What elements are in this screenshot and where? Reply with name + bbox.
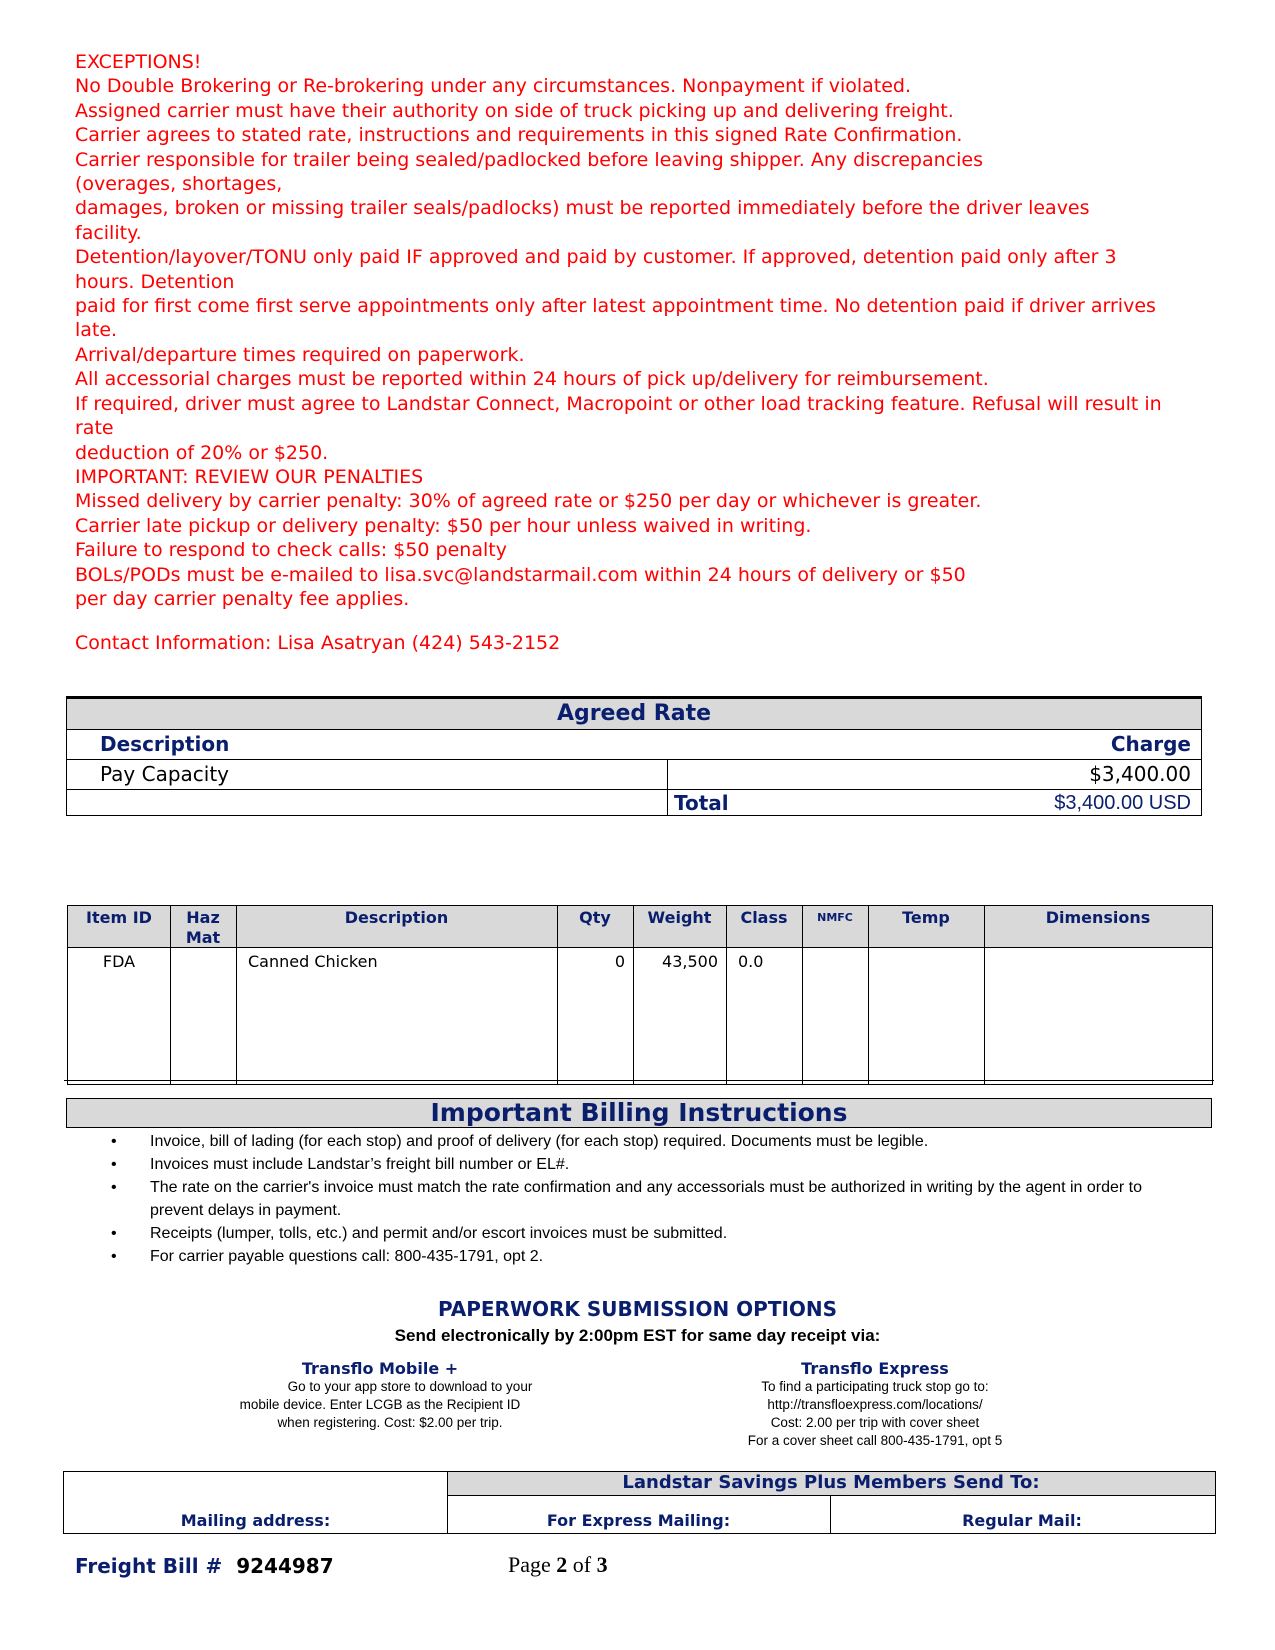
dimensions-header: Dimensions bbox=[984, 906, 1212, 948]
exceptions-line: paid for first come first serve appointments only after latest appointment time. No detention paid if driver arrives late. bbox=[75, 295, 1156, 342]
rate-charge: $3,400.00 bbox=[1089, 762, 1191, 786]
transflo-express-title: Transflo Express bbox=[801, 1359, 949, 1378]
exceptions-line: damages, broken or missing trailer seals/padlocks) must be reported immediately before the driver leaves facility. bbox=[75, 197, 1090, 244]
haz-mat-header-line1: Haz bbox=[186, 908, 220, 927]
column-divider bbox=[726, 906, 727, 1084]
item-id-cell: FDA bbox=[102, 952, 136, 971]
exceptions-block bbox=[75, 50, 1205, 611]
savings-plus-table bbox=[63, 1471, 1216, 1534]
exceptions-line: If required, driver must agree to Landstar Connect, Macropoint or other load tracking feature. Refusal will result in rate bbox=[75, 392, 1162, 440]
regular-mail-label: Regular Mail: bbox=[962, 1511, 1082, 1530]
exceptions-line: IMPORTANT: REVIEW OUR PENALTIES bbox=[75, 465, 424, 488]
rate-description: Pay Capacity bbox=[100, 762, 230, 786]
column-divider bbox=[633, 906, 634, 1084]
qty-header: Qty bbox=[557, 906, 633, 948]
total-value: $3,400.00 USD bbox=[1054, 792, 1191, 814]
qty-cell: 0 bbox=[614, 952, 625, 971]
agreed-rate-column-headers bbox=[67, 729, 1201, 760]
transflo-mobile-option bbox=[180, 1360, 580, 1432]
page-total: 3 bbox=[596, 1552, 608, 1577]
class-cell: 0.0 bbox=[738, 952, 764, 971]
haz-mat-header bbox=[170, 906, 236, 948]
billing-instructions-title: Important Billing Instructions bbox=[66, 1098, 1212, 1128]
paperwork-title: PAPERWORK SUBMISSION OPTIONS bbox=[437, 1297, 838, 1321]
total-label: Total bbox=[674, 791, 729, 815]
class-header: Class bbox=[726, 906, 802, 948]
exceptions-line: BOLs/PODs must be e-mailed to lisa.svc@landstarmail.com within 24 hours of delivery or $50 bbox=[75, 563, 966, 586]
item-id-header: Item ID bbox=[68, 906, 170, 948]
freight-bill-label: Freight Bill # bbox=[75, 1554, 223, 1578]
agreed-rate-table bbox=[66, 696, 1202, 816]
express-mailing-label: For Express Mailing: bbox=[546, 1511, 731, 1530]
exceptions-line: Detention/layover/TONU only paid IF approved and paid by customer. If approved, detention paid only after 3 hours. Detention bbox=[75, 246, 1117, 293]
exceptions-line: deduction of 20% or $250. bbox=[75, 441, 329, 464]
column-divider bbox=[667, 759, 668, 815]
items-table bbox=[67, 905, 1213, 1085]
weight-cell: 43,500 bbox=[662, 952, 718, 971]
nmfc-header: NMFC bbox=[802, 906, 868, 948]
freight-bill-value: 9244987 bbox=[236, 1554, 334, 1578]
transflo-mobile-title: Transflo Mobile + bbox=[301, 1359, 459, 1378]
temp-header: Temp bbox=[868, 906, 984, 948]
total-row bbox=[67, 789, 1201, 817]
description-header: Description bbox=[236, 906, 557, 948]
column-divider bbox=[868, 906, 869, 1084]
column-divider bbox=[802, 906, 803, 1084]
of-word: of bbox=[572, 1552, 592, 1577]
column-divider bbox=[557, 906, 558, 1084]
transflo-express-line: http://transfloexpress.com/locations/ bbox=[767, 1397, 983, 1412]
transflo-mobile-line: Go to your app store to download to your bbox=[287, 1379, 533, 1394]
transflo-mobile-line: mobile device. Enter LCGB as the Recipient ID bbox=[239, 1397, 521, 1412]
exceptions-line: EXCEPTIONS! bbox=[75, 51, 202, 73]
table-bottom-rule bbox=[64, 1080, 1214, 1081]
page-word: Page bbox=[508, 1552, 551, 1577]
transflo-express-line: For a cover sheet call 800-435-1791, opt 5 bbox=[747, 1433, 1003, 1448]
list-item: • Invoices must include Landstar’s freight bill number or EL#. bbox=[108, 1153, 1178, 1176]
list-item: • Receipts (lumper, tolls, etc.) and permit and/or escort invoices must be submitted. bbox=[108, 1222, 1178, 1245]
column-divider bbox=[236, 906, 237, 1084]
description-column-header: Description bbox=[100, 732, 230, 756]
exceptions-line: All accessorial charges must be reported within 24 hours of pick up/delivery for reimbursement. bbox=[75, 368, 989, 391]
page-current: 2 bbox=[556, 1552, 568, 1577]
transflo-express-line: To find a participating truck stop go to: bbox=[761, 1379, 989, 1394]
billing-instructions-list bbox=[108, 1130, 1178, 1268]
transflo-express-line: Cost: 2.00 per trip with cover sheet bbox=[770, 1415, 980, 1430]
exceptions-line: per day carrier penalty fee applies. bbox=[75, 587, 410, 610]
transflo-mobile-line: when registering. Cost: $2.00 per trip. bbox=[277, 1415, 503, 1430]
contact-information: Contact Information: Lisa Asatryan (424) 543-2152 bbox=[75, 632, 561, 654]
list-item: • For carrier payable questions call: 800-435-1791, opt 2. bbox=[108, 1245, 1178, 1268]
weight-header: Weight bbox=[633, 906, 726, 948]
list-item: • Invoice, bill of lading (for each stop) and proof of delivery (for each stop) required. Documents must be legible. bbox=[108, 1130, 1178, 1153]
exceptions-line: Failure to respond to check calls: $50 penalty bbox=[75, 539, 507, 562]
agreed-rate-title: Agreed Rate bbox=[67, 699, 1201, 730]
exceptions-line: Carrier agrees to stated rate, instructions and requirements in this signed Rate Confirmation. bbox=[75, 124, 963, 147]
freight-bill-number bbox=[75, 1554, 334, 1578]
exceptions-line: Arrival/departure times required on paperwork. bbox=[75, 343, 525, 366]
description-cell: Canned Chicken bbox=[248, 952, 378, 971]
haz-mat-header-line2: Mat bbox=[185, 928, 221, 947]
transflo-express-option bbox=[695, 1360, 1055, 1450]
exceptions-line: Carrier late pickup or delivery penalty: $50 per hour unless waived in writing. bbox=[75, 514, 812, 537]
column-divider bbox=[170, 906, 171, 1084]
charge-column-header: Charge bbox=[1110, 732, 1191, 756]
mailing-address-label: Mailing address: bbox=[180, 1511, 331, 1530]
column-divider bbox=[984, 906, 985, 1084]
exceptions-line: Missed delivery by carrier penalty: 30% of agreed rate or $250 per day or whichever is greater. bbox=[75, 490, 982, 513]
paperwork-subtitle: Send electronically by 2:00pm EST for same day receipt via: bbox=[394, 1326, 881, 1345]
page-number bbox=[508, 1552, 608, 1578]
exceptions-line: No Double Brokering or Re-brokering under any circumstances. Nonpayment if violated. bbox=[75, 75, 912, 98]
exceptions-line: Assigned carrier must have their authority on side of truck picking up and delivering freight. bbox=[75, 99, 954, 122]
rate-row bbox=[67, 759, 1201, 790]
list-item: • The rate on the carrier's invoice must match the rate confirmation and any accessorials must be authorized in writing by the agent in order to prevent delays in payment. bbox=[108, 1176, 1178, 1222]
savings-plus-header: Landstar Savings Plus Members Send To: bbox=[447, 1472, 1215, 1496]
exceptions-line: Carrier responsible for trailer being sealed/padlocked before leaving shipper. Any discrepancies (overages, shortages, bbox=[75, 148, 983, 196]
